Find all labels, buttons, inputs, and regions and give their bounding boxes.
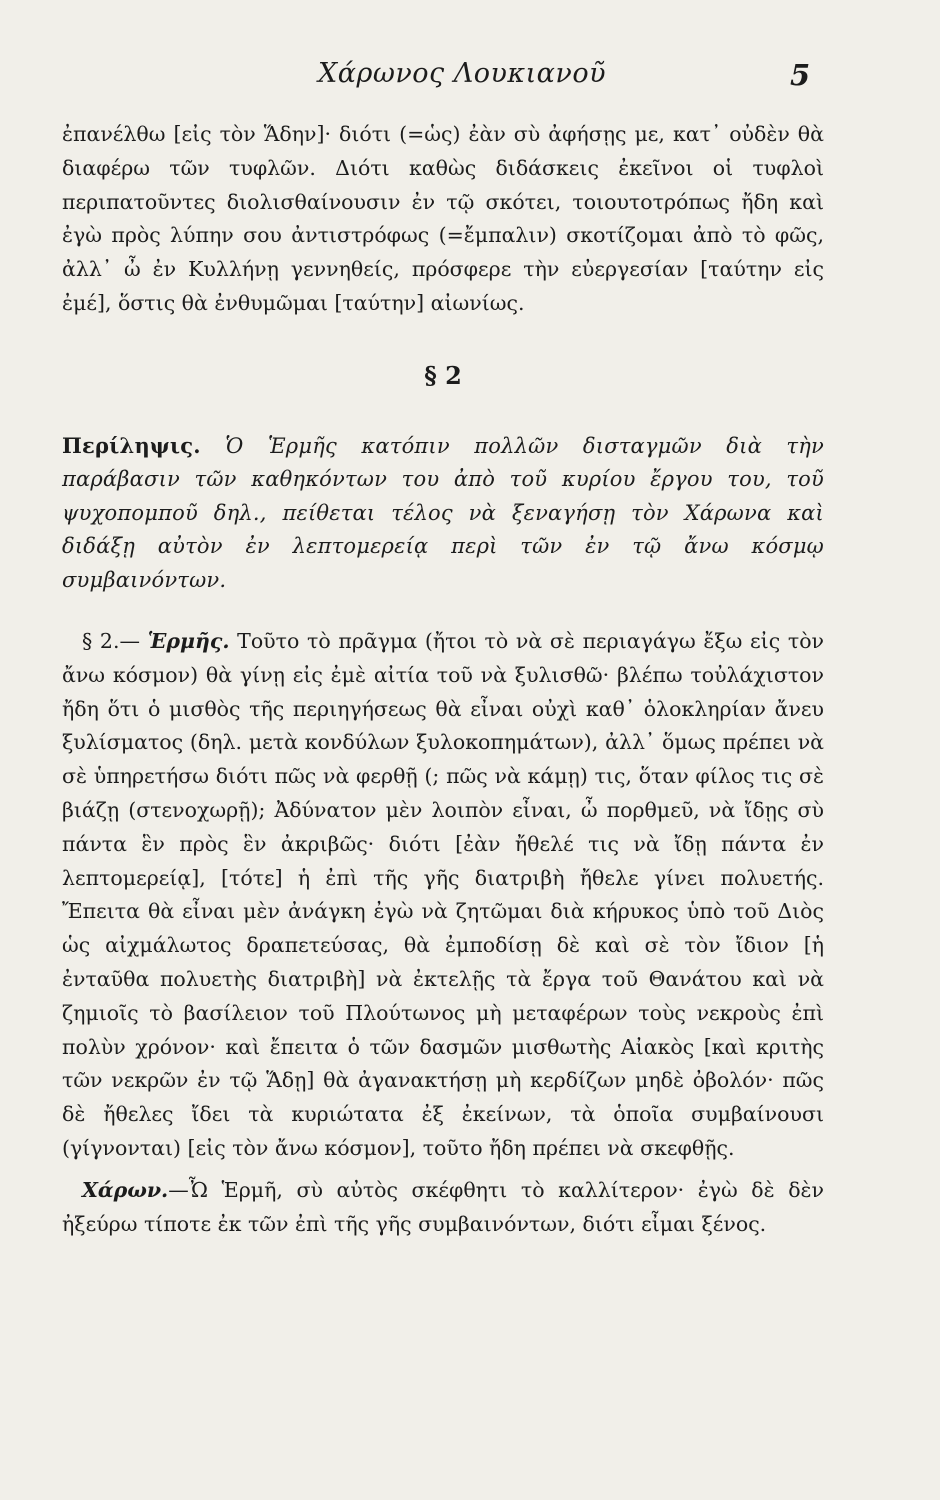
page-body [62, 118, 824, 1241]
speech-prefix: § 2.— [82, 629, 148, 654]
charon-speech [62, 1174, 824, 1242]
section-summary [62, 429, 824, 598]
section-heading: § 2 [424, 360, 462, 390]
summary-label: Περίληψις. [62, 432, 201, 458]
charon-speech-text: —Ὦ Ἑρμῆ, σὺ αὐτὸς σκέφθητι τὸ καλλίτερον· ἐγὼ δὲ δὲν ἠξεύρω τίποτε ἐκ τῶν ἐπὶ τῆς γῆς συμβαινόντων, διότι εἶμαι ξένος. [62, 1177, 824, 1236]
hermes-speech [62, 625, 824, 1166]
summary-text: Ὁ Ἑρμῆς κατόπιν πολλῶν δισταγμῶν διὰ τὴν παράβασιν τῶν καθηκόντων του ἀπὸ τοῦ κυρίου ἔργου του, τοῦ ψυχοπομποῦ δηλ., πείθεται τέλος νὰ ξεναγήσῃ τὸν Χάρωνα καὶ διδάξῃ αὐτὸν ἐν λεπτομερείᾳ περὶ τῶν ἐν τῷ ἄνω κόσμῳ συμβαινόντων. [62, 433, 824, 592]
paragraph-continuation: ἐπανέλθω [εἰς τὸν Ἅδην]· διότι (=ὡς) ἐὰν σὺ ἀφήσῃς με, κατ᾽ οὐδὲν θὰ διαφέρω τῶν τυφλῶν. Διότι καθὼς διδάσκεις ἐκεῖνοι οἱ τυφλοὶ περιπατοῦντες διολισθαίνουσιν ἐν τῷ σκότει, τοιουτοτρόπως ἤδη καὶ ἐγὼ πρὸς λύπην σου ἀντιστρόφως (=ἔμπαλιν) σκοτίζομαι ἀπὸ τὸ φῶς, ἀλλ᾽ ὦ ἐν Κυλλήνῃ γεννηθείς, πρόσφερε τὴν εὐεργεσίαν [ταύτην εἰς ἐμέ], ὅστις θὰ ἐνθυμῶμαι [ταύτην] αἰωνίως. [62, 122, 824, 315]
page-number: 5 [790, 58, 811, 92]
running-title: Χάρωνος Λουκιανοῦ [318, 58, 606, 89]
speaker-hermes: Ἑρμῆς. [147, 629, 230, 654]
speaker-charon: Χάρων. [82, 1177, 169, 1202]
page-header [0, 58, 940, 98]
hermes-speech-text: Τοῦτο τὸ πρᾶγμα (ἤτοι τὸ νὰ σὲ περιαγάγω ἔξω εἰς τὸν ἄνω κόσμον) θὰ γίνῃ εἰς ἐμὲ αἰτία τοῦ νὰ ξυλισθῶ· βλέπω τοὐλάχιστον ἤδη ὅτι ὁ μισθὸς τῆς περιηγήσεως θὰ εἶναι οὐχὶ καθ᾽ ὁλοκληρίαν ἄνευ ξυλίσματος (δηλ. μετὰ κονδύλων ξυλοκοπημάτων), ἀλλ᾽ ὅμως πρέπει νὰ σὲ ὑπηρετήσω διότι πῶς νὰ φερθῇ (; πῶς νὰ κάμῃ) τις, ὅταν φίλος τις σὲ βιάζῃ (στενοχωρῇ); Ἀδύνατον μὲν λοιπὸν εἶναι, ὦ πορθμεῦ, νὰ ἴδῃς σὺ πάντα ἓν πρὸς ἓν ἀκριβῶς· διότι [ἐὰν ἤθελέ τις νὰ ἴδῃ πάντα ἐν λεπτομερείᾳ], [τότε] ἡ ἐπὶ τῆς γῆς διατριβὴ ἤθελε γίνει πολυετής. Ἔπειτα θὰ εἶναι μὲν ἀνάγκη ἐγὼ νὰ ζητῶμαι διὰ κήρυκος ὑπὸ τοῦ Διὸς ὡς αἰχμάλωτος δραπετεύσας, θὰ ἐμποδίσῃ δὲ καὶ σὲ τὸν ἴδιον [ἡ ἐνταῦθα πολυετὴς διατριβὴ] νὰ ἐκτελῇς τὰ ἔργα τοῦ Θανάτου καὶ νὰ ζημιοῖς τὸ βασίλειον τοῦ Πλούτωνος μὴ μεταφέρων τοὺς νεκροὺς ἐπὶ πολὺν χρόνον· καὶ ἔπειτα ὁ τῶν δασμῶν μισθωτὴς Αἰακὸς [καὶ κριτὴς τῶν νεκρῶν ἐν τῷ Ἅδῃ] θὰ ἀγανακτήσῃ μὴ κερδίζων μηδὲ ὀβολόν· πῶς δὲ ἤθελες ἴδει τὰ κυριώτατα ἐξ ἐκείνων, τὰ ὁποῖα συμβαίνουσι (γίγνονται) [εἰς τὸν ἄνω κόσμον], τοῦτο ἤδη πρέπει νὰ σκεφθῇς. [62, 629, 824, 1161]
